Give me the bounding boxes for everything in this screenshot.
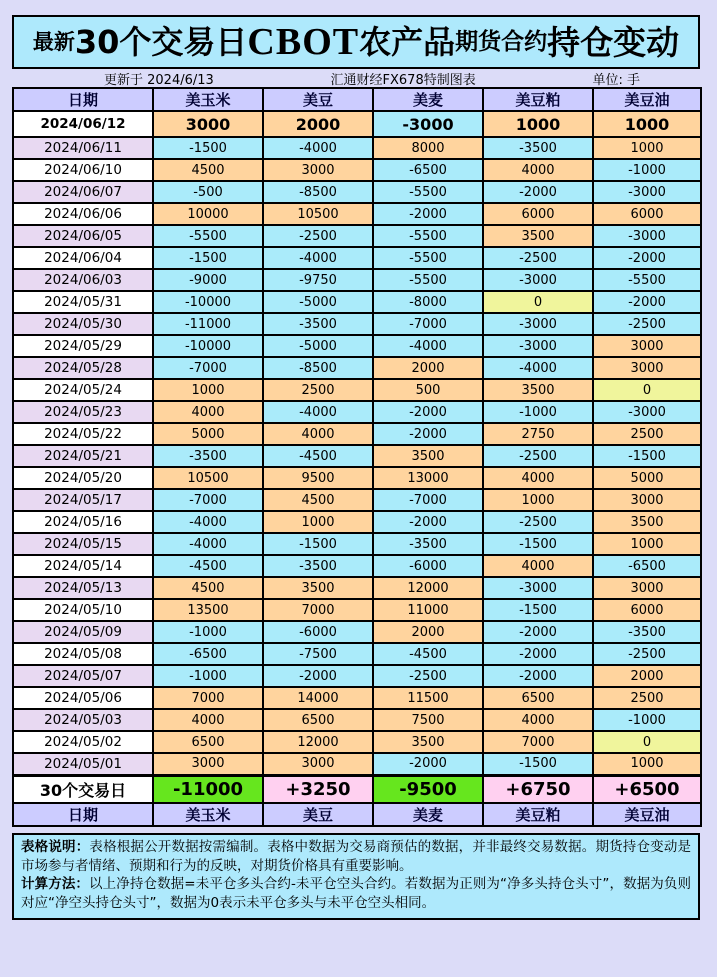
date-cell: 2024/05/28 [13, 357, 153, 379]
value-cell: 4000 [483, 709, 593, 731]
title-part: CBOT [247, 21, 360, 63]
date-cell: 2024/05/31 [13, 291, 153, 313]
value-cell: -2000 [373, 753, 483, 775]
column-header: 美豆粕 [483, 88, 593, 111]
value-cell: 10500 [263, 203, 373, 225]
value-cell: 2000 [373, 357, 483, 379]
value-cell: -1000 [153, 621, 263, 643]
column-header: 日期 [13, 803, 153, 826]
infographic-page [12, 0, 700, 920]
table-row [13, 137, 701, 159]
table-row [13, 269, 701, 291]
value-cell: 3000 [593, 577, 701, 599]
value-cell: -1500 [263, 533, 373, 555]
table-header-row [13, 88, 701, 111]
column-header: 美豆粕 [483, 803, 593, 826]
value-cell: 6500 [263, 709, 373, 731]
summary-value-cell: +6750 [483, 775, 593, 803]
date-cell: 2024/05/22 [13, 423, 153, 445]
value-cell: -3500 [263, 555, 373, 577]
date-cell: 2024/05/24 [13, 379, 153, 401]
value-cell: -5500 [373, 225, 483, 247]
date-cell: 2024/05/10 [13, 599, 153, 621]
value-cell: -7000 [153, 489, 263, 511]
date-cell: 2024/05/01 [13, 753, 153, 775]
value-cell: -2500 [483, 445, 593, 467]
date-cell: 2024/05/13 [13, 577, 153, 599]
value-cell: 1000 [593, 137, 701, 159]
value-cell: 0 [483, 291, 593, 313]
value-cell: -1500 [153, 247, 263, 269]
value-cell: 12000 [263, 731, 373, 753]
value-cell: 4000 [483, 467, 593, 489]
value-cell: 4000 [153, 709, 263, 731]
value-cell: -10000 [153, 291, 263, 313]
column-header: 美玉米 [153, 88, 263, 111]
date-cell: 2024/05/17 [13, 489, 153, 511]
value-cell: -6000 [263, 621, 373, 643]
value-cell: -2000 [593, 247, 701, 269]
value-cell: 1000 [593, 111, 701, 137]
value-cell: 6500 [153, 731, 263, 753]
value-cell: 5000 [593, 467, 701, 489]
value-cell: 0 [593, 379, 701, 401]
value-cell: -4000 [483, 357, 593, 379]
title-part: 30个交易日 [74, 23, 248, 61]
column-header: 日期 [13, 88, 153, 111]
value-cell: 7000 [263, 599, 373, 621]
date-cell: 2024/05/30 [13, 313, 153, 335]
value-cell: 0 [593, 731, 701, 753]
date-cell: 2024/05/09 [13, 621, 153, 643]
title-part: 最新 [32, 29, 75, 54]
value-cell: 2000 [593, 665, 701, 687]
summary-value-cell: -9500 [373, 775, 483, 803]
value-cell: -6500 [153, 643, 263, 665]
value-cell: 14000 [263, 687, 373, 709]
value-cell: -9000 [153, 269, 263, 291]
value-cell: -2000 [373, 423, 483, 445]
value-cell: -3000 [483, 313, 593, 335]
value-cell: 3500 [483, 379, 593, 401]
value-cell: 2500 [263, 379, 373, 401]
value-cell: 4000 [153, 401, 263, 423]
value-cell: 3000 [263, 159, 373, 181]
table-row [13, 225, 701, 247]
value-cell: -2000 [373, 401, 483, 423]
value-cell: 12000 [373, 577, 483, 599]
table-row [13, 687, 701, 709]
value-cell: 3500 [373, 731, 483, 753]
table-row [13, 401, 701, 423]
value-cell: -4000 [263, 247, 373, 269]
value-cell: -2000 [483, 643, 593, 665]
value-cell: -1500 [153, 137, 263, 159]
updated-date: 更新于 2024/6/13 [104, 73, 214, 88]
table-row [13, 423, 701, 445]
table-row [13, 731, 701, 753]
date-cell: 2024/05/03 [13, 709, 153, 731]
value-cell: -6500 [373, 159, 483, 181]
title-part: 农产品 [359, 23, 456, 61]
date-cell: 2024/05/06 [13, 687, 153, 709]
value-cell: -2500 [593, 313, 701, 335]
value-cell: -3000 [593, 181, 701, 203]
value-cell: -1500 [483, 533, 593, 555]
date-cell: 2024/05/20 [13, 467, 153, 489]
value-cell: 2000 [263, 111, 373, 137]
date-cell: 2024/06/12 [13, 111, 153, 137]
value-cell: -2500 [373, 665, 483, 687]
value-cell: -3500 [483, 137, 593, 159]
date-cell: 2024/05/23 [13, 401, 153, 423]
value-cell: 3000 [153, 753, 263, 775]
value-cell: -7500 [263, 643, 373, 665]
value-cell: -5000 [263, 291, 373, 313]
value-cell: -2000 [593, 291, 701, 313]
value-cell: -500 [153, 181, 263, 203]
value-cell: 3500 [593, 511, 701, 533]
date-cell: 2024/05/29 [13, 335, 153, 357]
value-cell: -3000 [593, 225, 701, 247]
value-cell: -2500 [483, 511, 593, 533]
value-cell: -2500 [263, 225, 373, 247]
value-cell: -3500 [153, 445, 263, 467]
value-cell: 7000 [153, 687, 263, 709]
note-label: 计算方法： [21, 876, 90, 893]
value-cell: 2000 [373, 621, 483, 643]
value-cell: -3500 [373, 533, 483, 555]
table-row [13, 335, 701, 357]
title-part: 持仓变动 [547, 22, 680, 62]
value-cell: -4500 [153, 555, 263, 577]
source-label: 汇通财经FX678特制图表 [330, 73, 476, 88]
table-row [13, 489, 701, 511]
value-cell: -3000 [593, 401, 701, 423]
table-row [13, 111, 701, 137]
column-header: 美豆油 [593, 803, 701, 826]
table-row [13, 445, 701, 467]
value-cell: -1000 [593, 159, 701, 181]
notes-box [12, 833, 700, 920]
value-cell: -11000 [153, 313, 263, 335]
table-row [13, 159, 701, 181]
table-row [13, 533, 701, 555]
value-cell: -5500 [153, 225, 263, 247]
column-header: 美豆 [263, 803, 373, 826]
value-cell: -2000 [483, 621, 593, 643]
value-cell: 8000 [373, 137, 483, 159]
value-cell: -5500 [593, 269, 701, 291]
date-cell: 2024/05/08 [13, 643, 153, 665]
table-explanation [21, 838, 691, 875]
value-cell: 7500 [373, 709, 483, 731]
table-row [13, 247, 701, 269]
date-cell: 2024/05/15 [13, 533, 153, 555]
value-cell: -7000 [373, 489, 483, 511]
value-cell: 4000 [263, 423, 373, 445]
summary-value-cell: +3250 [263, 775, 373, 803]
note-text: 以上净持仓数据=未平仓多头合约-未平仓空头合约。若数据为正则为“净多头持仓头寸”，数据为负则对应“净空头持仓头寸”，数据为0表示未平仓多头与未平仓空头相同。 [21, 876, 692, 911]
value-cell: 500 [373, 379, 483, 401]
value-cell: -7000 [153, 357, 263, 379]
value-cell: 9500 [263, 467, 373, 489]
value-cell: 11000 [373, 599, 483, 621]
value-cell: -3000 [483, 269, 593, 291]
table-row [13, 313, 701, 335]
value-cell: 4500 [153, 159, 263, 181]
table-row [13, 709, 701, 731]
value-cell: 3000 [593, 357, 701, 379]
value-cell: 3500 [263, 577, 373, 599]
date-cell: 2024/05/16 [13, 511, 153, 533]
note-label: 表格说明： [21, 839, 90, 855]
summary-row [13, 775, 701, 803]
value-cell: -4000 [153, 533, 263, 555]
value-cell: -6000 [373, 555, 483, 577]
value-cell: 10000 [153, 203, 263, 225]
value-cell: -1000 [483, 401, 593, 423]
value-cell: 3000 [593, 489, 701, 511]
value-cell: -3000 [483, 577, 593, 599]
value-cell: -4500 [373, 643, 483, 665]
value-cell: 1000 [483, 111, 593, 137]
value-cell: 4500 [153, 577, 263, 599]
value-cell: 3000 [593, 335, 701, 357]
value-cell: -1500 [483, 753, 593, 775]
value-cell: -5500 [373, 181, 483, 203]
table-footer-header-row [13, 803, 701, 826]
value-cell: 13500 [153, 599, 263, 621]
value-cell: 7000 [483, 731, 593, 753]
page-title [12, 15, 700, 69]
summary-value-cell: -11000 [153, 775, 263, 803]
value-cell: 4500 [263, 489, 373, 511]
value-cell: -4000 [373, 335, 483, 357]
value-cell: -7000 [373, 313, 483, 335]
table-row [13, 753, 701, 775]
table-row [13, 291, 701, 313]
date-cell: 2024/06/07 [13, 181, 153, 203]
value-cell: -4000 [153, 511, 263, 533]
value-cell: -1000 [593, 709, 701, 731]
date-cell: 2024/05/02 [13, 731, 153, 753]
value-cell: 10500 [153, 467, 263, 489]
value-cell: -3000 [483, 335, 593, 357]
value-cell: -5000 [263, 335, 373, 357]
date-cell: 2024/06/10 [13, 159, 153, 181]
value-cell: -10000 [153, 335, 263, 357]
date-cell: 2024/06/05 [13, 225, 153, 247]
value-cell: -3000 [373, 111, 483, 137]
value-cell: 4000 [483, 555, 593, 577]
summary-value-cell: +6500 [593, 775, 701, 803]
table-row [13, 665, 701, 687]
value-cell: 2750 [483, 423, 593, 445]
value-cell: 2500 [593, 687, 701, 709]
value-cell: 1000 [593, 533, 701, 555]
column-header: 美麦 [373, 88, 483, 111]
value-cell: 1000 [263, 511, 373, 533]
value-cell: -2000 [373, 203, 483, 225]
value-cell: -2500 [593, 643, 701, 665]
value-cell: -3500 [593, 621, 701, 643]
value-cell: 13000 [373, 467, 483, 489]
value-cell: 3000 [153, 111, 263, 137]
table-row [13, 621, 701, 643]
table-row [13, 357, 701, 379]
date-cell: 2024/06/03 [13, 269, 153, 291]
subtitle-bar [12, 69, 700, 87]
value-cell: 4000 [483, 159, 593, 181]
column-header: 美豆 [263, 88, 373, 111]
summary-label: 30个交易日 [13, 775, 153, 803]
table-row [13, 599, 701, 621]
value-cell: -8500 [263, 181, 373, 203]
value-cell: -9750 [263, 269, 373, 291]
table-row [13, 511, 701, 533]
positions-table [12, 87, 702, 827]
table-row [13, 555, 701, 577]
column-header: 美玉米 [153, 803, 263, 826]
value-cell: 11500 [373, 687, 483, 709]
table-row [13, 467, 701, 489]
table-row [13, 181, 701, 203]
date-cell: 2024/06/06 [13, 203, 153, 225]
value-cell: -4500 [263, 445, 373, 467]
column-header: 美麦 [373, 803, 483, 826]
value-cell: -1000 [153, 665, 263, 687]
date-cell: 2024/05/14 [13, 555, 153, 577]
value-cell: -6500 [593, 555, 701, 577]
value-cell: 3500 [373, 445, 483, 467]
date-cell: 2024/05/21 [13, 445, 153, 467]
table-row [13, 203, 701, 225]
value-cell: 3500 [483, 225, 593, 247]
value-cell: 5000 [153, 423, 263, 445]
value-cell: -2000 [483, 665, 593, 687]
value-cell: 6000 [593, 599, 701, 621]
title-part: 期货合约 [455, 28, 548, 55]
value-cell: -2000 [483, 181, 593, 203]
value-cell: -4000 [263, 401, 373, 423]
value-cell: -2500 [483, 247, 593, 269]
column-header: 美豆油 [593, 88, 701, 111]
value-cell: 3000 [263, 753, 373, 775]
value-cell: 1000 [593, 753, 701, 775]
value-cell: -2000 [263, 665, 373, 687]
unit-label: 单位: 手 [592, 73, 640, 88]
value-cell: -5500 [373, 247, 483, 269]
value-cell: 6500 [483, 687, 593, 709]
value-cell: 1000 [483, 489, 593, 511]
table-row [13, 379, 701, 401]
table-row [13, 643, 701, 665]
value-cell: 6000 [593, 203, 701, 225]
value-cell: 2500 [593, 423, 701, 445]
value-cell: -8500 [263, 357, 373, 379]
value-cell: -5500 [373, 269, 483, 291]
note-text: 表格根据公开数据按需编制。表格中数据为交易商预估的数据，并非最终交易数据。期货持仓变动是市场参与者情绪、预期和行为的反映，对期货价格具有重要影响。 [21, 839, 692, 874]
value-cell: -1500 [593, 445, 701, 467]
calc-method [21, 875, 691, 912]
value-cell: -2000 [373, 511, 483, 533]
date-cell: 2024/06/11 [13, 137, 153, 159]
date-cell: 2024/06/04 [13, 247, 153, 269]
value-cell: 1000 [153, 379, 263, 401]
value-cell: -8000 [373, 291, 483, 313]
table-row [13, 577, 701, 599]
value-cell: -3500 [263, 313, 373, 335]
date-cell: 2024/05/07 [13, 665, 153, 687]
value-cell: -4000 [263, 137, 373, 159]
value-cell: -1500 [483, 599, 593, 621]
value-cell: 6000 [483, 203, 593, 225]
